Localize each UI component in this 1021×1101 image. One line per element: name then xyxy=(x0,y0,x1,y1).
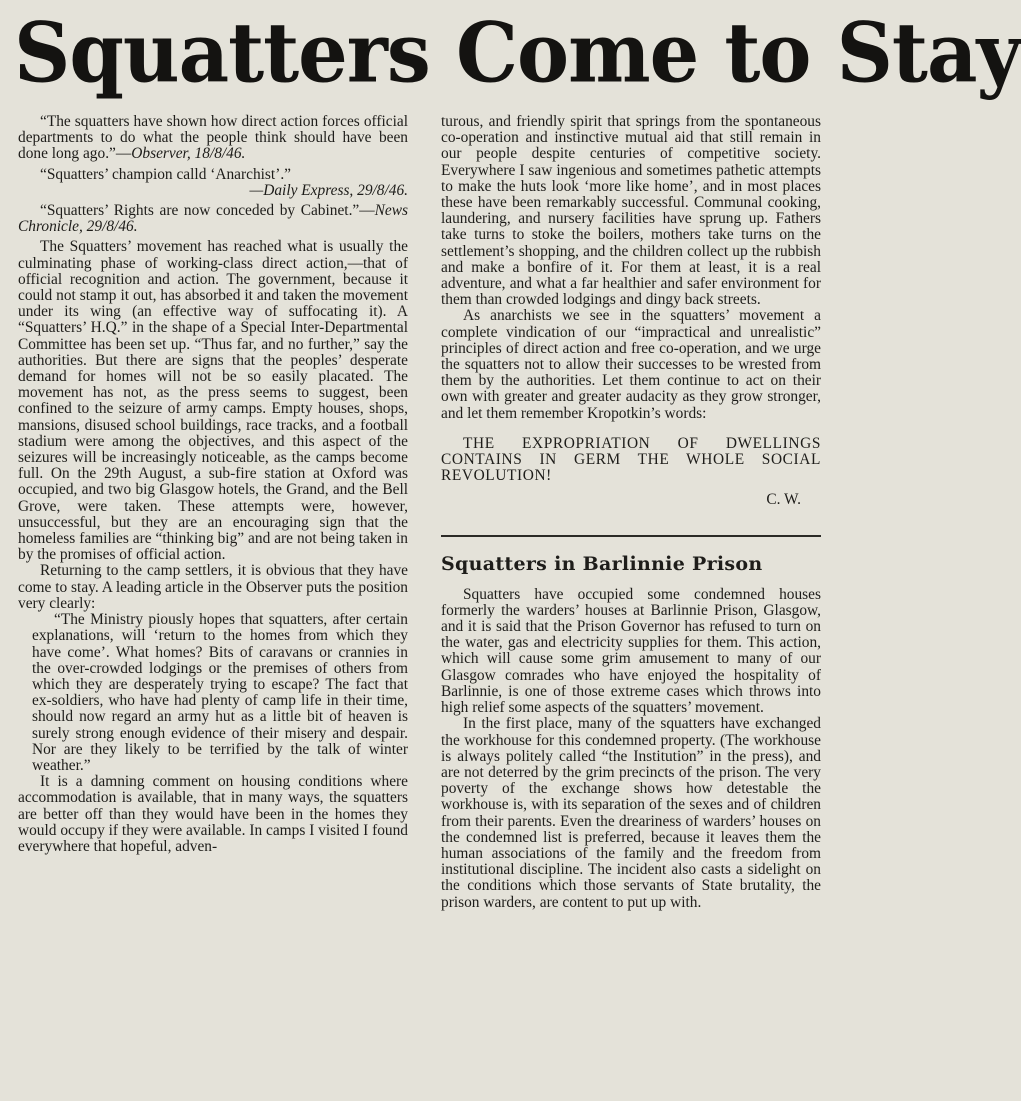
quote-text: “Squatters’ Rights are now conceded by Cabinet.”—News Chronicle, 29/8/46. xyxy=(18,202,408,236)
body-paragraph: It is a damning comment on housing conditions where accommodation is available, that in many ways, the squatters are better off than they would have been in the homes they would occupy if they were available. In camps I visited I found everywhere that hopeful, adven- xyxy=(18,773,408,855)
body-paragraph: The Squatters’ movement has reached what is usually the culminating phase of working-class direct action,—that of official recognition and action. The government, because it could not stamp it out, has absorbed it and taken the movement under its wing (an effective way of suffocating it). A “Squatters’ H.Q.” in the shape of a Special Inter-Departmental Committee has been set up. “Thus far, and no further,” say the authorities. But there are signs that the peoples’ desperate demand for homes will not be so easily placated. The movement has not, as the press seems to suggest, been confined to the seizure of army camps. Empty houses, shops, mansions, disused school buildings, race tracks, and a football stadium were among the objectives, and this aspect of the seizures will be increasingly noticeable, as the camps become full. On the 29th August, a sub-fire station at Oxford was occupied, and two big Glasgow hotels, the Grand, and the Bell Grove, were taken. These attempts were, however, unsuccessful, but they are an encouraging sign that the homeless families are “thinking big” and are not being taken in by the promises of official action. xyxy=(18,238,408,564)
body-paragraph: As anarchists we see in the squatters’ movement a complete vindication of our “impractical and unrealistic” principles of direct action and free co-operation, and we urge the squatters not to allow their successes to be wrested from them by the authorities. Let them continue to act on their own with greater and greater audacity as they grow stronger, and let them remember Kropotkin’s words: xyxy=(441,307,821,422)
body-paragraph: Squatters have occupied some condemned houses formerly the warders’ houses at Barlinnie Prison, Glasgow, and it is said that the Prison Governor has refused to turn on the water, gas and electricity supplies for them. This action, which will cause some grim amusement to many of our Glasgow comrades who have enjoyed the hospitality of Barlinnie, is one of those extreme cases which throws into high relief some aspects of the squatters’ movement. xyxy=(441,585,821,717)
epigraph-quote xyxy=(18,167,408,199)
right-column xyxy=(441,114,821,911)
body-paragraph: In the first place, many of the squatters have exchanged the workhouse for this condemned property. (The workhouse is always politely called “the Institution” in the press), and are not deterred by the grim precincts of the prison. The very poverty of the exchange shows how detestable the workhouse is, with its separation of the sexes and of children from their parents. Even the dreariness of warders’ houses on the condemned list is preferred, because it leaves them the human associations of the family and the freedom from institutional discipline. The incident also casts a sidelight on the conditions which those servants of State brutality, the prison warders, are content to put up with. xyxy=(441,715,821,911)
left-column xyxy=(18,114,408,855)
barlinnie-headline: Squatters in Barlinnie Prison xyxy=(441,552,763,575)
observer-block-quote: “The Ministry piously hopes that squatters, after certain explanations, will ‘return to the homes from which they have come’. What homes? Bits of caravans or crannies in the over-crowded lodgings or the premises of others from which they are desperately trying to escape? The fact that ex-soldiers, who have had plenty of camp life in their time, should now regard an army hut as a little bit of heaven is surely strong enough evidence of their misery and despair. Nor are they likely to be terrified by the talk of winter weather.” xyxy=(32,611,408,774)
body-paragraph: turous, and friendly spirit that springs from the spontaneous co-operation and instinctive mutual aid that still remain in our people despite centuries of competitive society. Everywhere I saw ingenious and sometimes pathetic attempts to make the huts look ‘more like home’, and in most places these have been remarkably successful. Communal cooking, laundering, and nursery facilities have sprung up. Fathers take turns to stoke the boilers, mothers take turns on the settlement’s shopping, and the children collect up the rubbish and make a bonfire of it. For them at least, it is a real adventure, and what a far healthier and safer environment for them than crowded lodgings and dingy back streets. xyxy=(441,113,821,309)
quote-text: “Squatters’ champion calld ‘Anarchist’.” xyxy=(40,165,291,183)
headline: Squatters Come to Stay xyxy=(14,5,1021,102)
section-divider xyxy=(441,535,821,537)
quote-source: —Daily Express, 29/8/46. xyxy=(249,181,408,199)
body-paragraph: Returning to the camp settlers, it is obvious that they have come to stay. A leading article in the Observer puts the position very clearly: xyxy=(18,562,408,612)
quote-text: “The squatters have shown how direct action forces official departments to do what the people think should have been done long ago.”—Observer, 18/8/46. xyxy=(18,113,408,163)
epigraph-quote xyxy=(18,114,408,163)
quote-source: News Chronicle, 29/8/46. xyxy=(18,202,408,236)
kropotkin-quote: THE EXPROPRIATION OF DWELLINGS CONTAINS IN GERM THE WHOLE SOCIAL REVOLUTION! xyxy=(441,434,821,485)
quote-source: Observer, 18/8/46. xyxy=(131,145,246,163)
epigraph-quote xyxy=(18,203,408,235)
author-signature: C. W. xyxy=(766,491,801,509)
